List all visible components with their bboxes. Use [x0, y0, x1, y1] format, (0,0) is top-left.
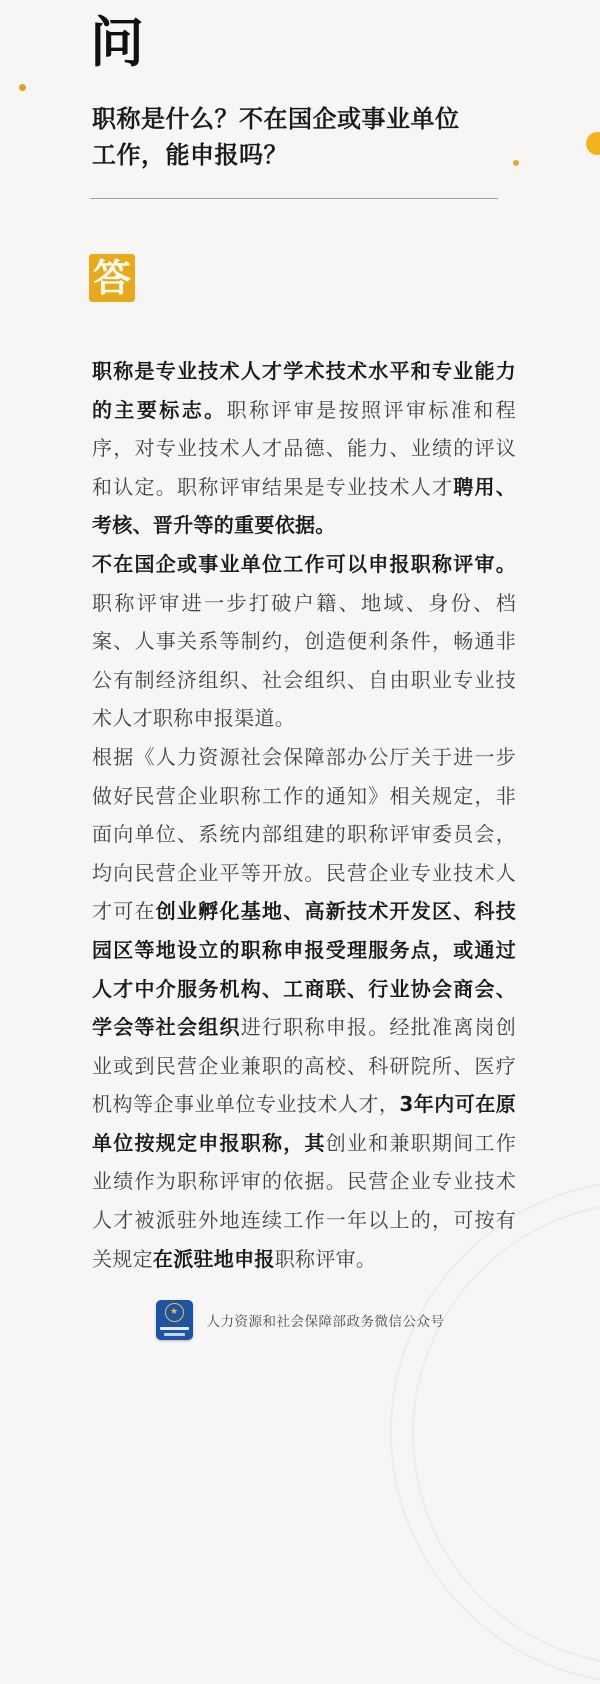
gov-account-badge: [156, 1300, 193, 1340]
gov-account-name: 人力资源和社会保障部政务微信公众号: [206, 1314, 445, 1330]
paragraph-eligibility: [92, 545, 516, 738]
text-run: 进行职称申报。经批准离岗创业或到民营企业兼职的高校、科研院所、医疗机构等企事业单位专业技术人才，: [92, 1015, 516, 1117]
text-run-bold: 创业孵化基地、高新技术开发区、科技园区等地设立的职称申报受理服务点，或通过人才中介服务机构、工商联、行业协会商会、学会等社会组织: [92, 899, 516, 1040]
answer-stamp-char: 答: [92, 256, 131, 300]
text-run-bold: 3年内可在原单位按规定申报职称，其: [92, 1092, 517, 1155]
paragraph-policy: [92, 738, 516, 1278]
decor-dot-right-small: [513, 160, 519, 166]
badge-text-strip: [164, 1333, 185, 1336]
title-divider: [90, 198, 498, 199]
text-run: 职称评审是按照评审标准和程序，对专业技术人才品德、能力、业绩的评议和认定。职称评审结果是专业技术人才: [92, 397, 516, 499]
text-run-bold: 在派驻地申报: [152, 1246, 275, 1271]
paragraph-definition: [92, 352, 516, 545]
question-title: 职称是什么？不在国企或事业单位工作，能申报吗？: [92, 105, 460, 169]
text-run-bold: 聘用、考核、晋升等的重要依据。: [92, 474, 516, 538]
text-run-bold: 职称是专业技术人才学术技术水平和专业能力的主要标志。: [92, 359, 516, 422]
text-run: 根据《人力资源社会保障部办公厅关于进一步做好民营企业职称工作的通知》相关规定，非面向单位、系统内部组建的职称评审委员会，均向民营企业平等开放。民营企业专业技术人才可在: [92, 744, 516, 924]
text-run: 职称评审进一步打破户籍、地域、身份、档案、人事关系等制约，创造便利条件，畅通非公有制经济组织、社会组织、自由职业专业技术人才职称申报渠道。: [92, 590, 516, 731]
footer-account-row[interactable]: [0, 1295, 600, 1345]
question-mark-logo: 问: [90, 11, 144, 74]
emblem-star: ★: [169, 1307, 179, 1317]
decor-circle-right-edge: [586, 132, 600, 155]
badge-text-strip: [160, 1327, 189, 1330]
answer-body: [92, 352, 516, 1278]
text-run-bold: 不在国企或事业单位工作可以申报职称评审。: [92, 551, 516, 576]
text-run: 职称评审。: [274, 1246, 377, 1271]
text-run: 创业和兼职期间工作业绩作为职称评审的依据。民营企业专业技术人才被派驻外地连续工作一年以上的，可按有关规定: [92, 1130, 516, 1271]
national-emblem-icon: [165, 1303, 184, 1322]
decor-dot-left: [19, 84, 26, 91]
answer-stamp: [89, 254, 135, 302]
